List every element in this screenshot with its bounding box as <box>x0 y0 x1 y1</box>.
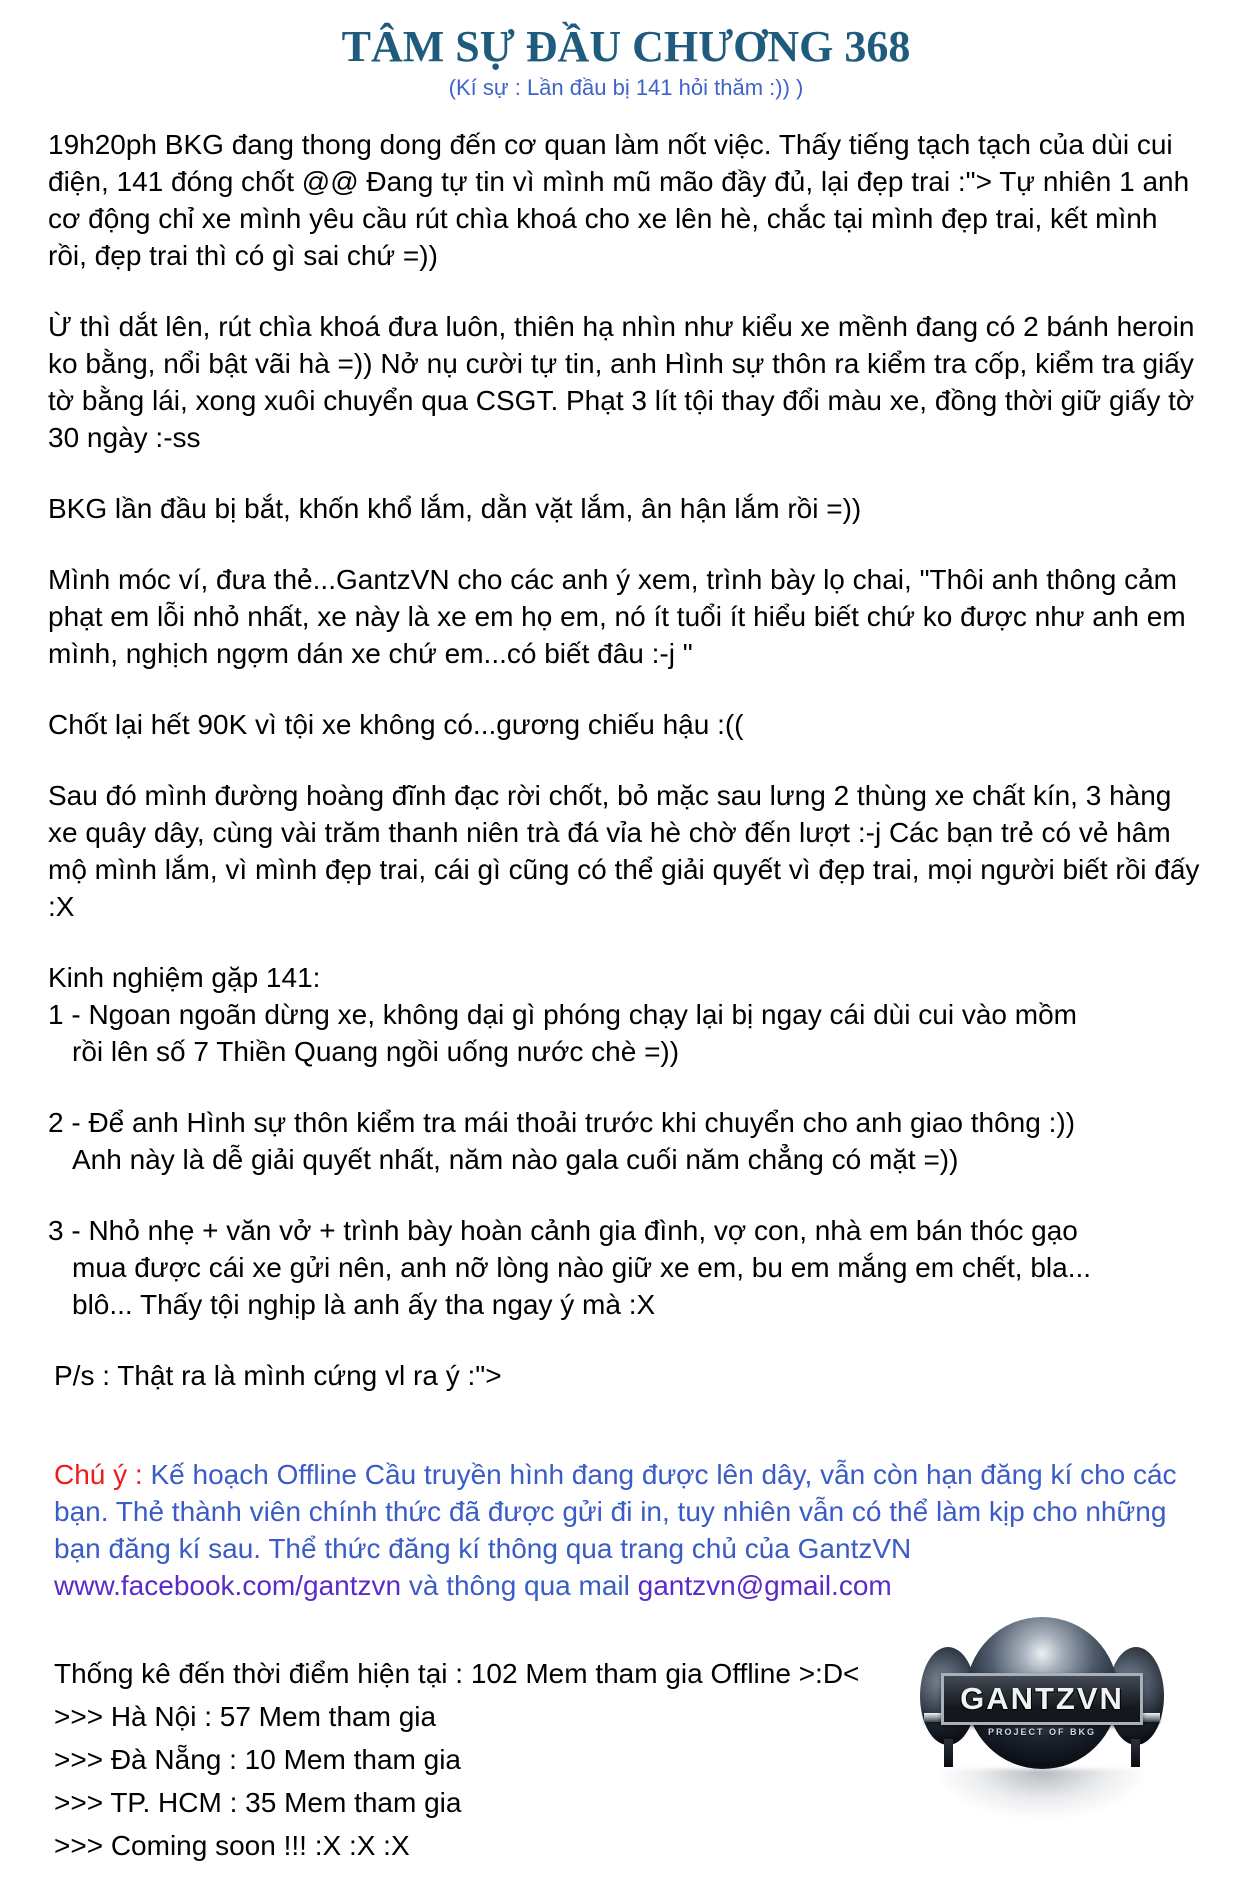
tip-3-line-1: 3 - Nhỏ nhẹ + văn vở + trình bày hoàn cảnh gia đình, vợ con, nhà em bán thóc gạo <box>48 1215 1078 1246</box>
tip-2-line-1: 2 - Để anh Hình sự thôn kiểm tra mái thoải trước khi chuyển cho anh giao thông :)) <box>48 1107 1076 1138</box>
stats-line-danang: >>> Đà Nẵng : 10 Mem tham gia <box>54 1744 461 1775</box>
tip-1-line-2: rồi lên số 7 Thiền Quang ngồi uống nước chè =)) <box>72 1036 680 1067</box>
logo-left-leg-icon <box>944 1739 953 1767</box>
logo-nameplate <box>941 1673 1143 1725</box>
page-title: TÂM SỰ ĐẦU CHƯƠNG 368 <box>341 22 911 71</box>
notice-text: Kế hoạch Offline Cầu truyền hình đang được lên dây, vẫn còn hạn đăng kí cho các bạn. Thẻ thành viên chính thức đã được gửi đi in, tuy nhiên vẫn có thể làm kịp cho những bạn đăng kí sau. Thể thức đăng kí thông qua trang chủ của GantzVN <box>54 1459 1177 1564</box>
story-paragraph-5: Chốt lại hết 90K vì tội xe không có...gương chiếu hậu :(( <box>48 709 744 740</box>
notice-paragraph <box>48 1456 1204 1604</box>
tips-block-2 <box>48 1104 1204 1178</box>
logo-caption-text: PROJECT OF BKG <box>987 1727 1096 1737</box>
story-paragraph-6: Sau đó mình đường hoàng đĩnh đạc rời chốt, bỏ mặc sau lưng 2 thùng xe chất kín, 3 hàng xe quây dây, cùng vài trăm thanh niên trà đá vỉa hè chờ đến lượt :-j Các bạn trẻ có vẻ hâm mộ mình lắm, vì mình đẹp trai, cái gì cũng có thể giải quyết vì đẹp trai, mọi người biết rồi đấy :X <box>48 780 1200 922</box>
tip-3-line-3: blô... Thấy tội nghịp là anh ấy tha ngay ý mà :X <box>72 1289 656 1320</box>
logo-right-leg-icon <box>1131 1739 1140 1767</box>
story-paragraph-2: Ừ thì dắt lên, rút chìa khoá đưa luôn, thiên hạ nhìn như kiểu xe mềnh đang có 2 bánh heroin ko bằng, nổi bật vãi hà =)) Nở nụ cười tự tin, anh Hình sự thôn ra kiểm tra cốp, kiểm tra giấy tờ bằng lái, xong xuôi chuyển qua CSGT. Phạt 3 lít tội thay đổi màu xe, đồng thời giữ giấy tờ 30 ngày :-ss <box>48 311 1195 453</box>
notice-label: Chú ý : <box>54 1459 151 1490</box>
stats-summary: Thống kê đến thời điểm hiện tại : 102 Mem tham gia Offline >:D< <box>54 1658 860 1689</box>
gantzvn-logo <box>920 1617 1164 1817</box>
email-link[interactable]: gantzvn@gmail.com <box>637 1570 892 1601</box>
tip-2-line-2: Anh này là dễ giải quyết nhất, năm nào gala cuối năm chẳng có mặt =)) <box>72 1144 959 1175</box>
facebook-link[interactable]: www.facebook.com/gantzvn <box>54 1570 402 1601</box>
tip-3-line-2: mua được cái xe gửi nên, anh nỡ lòng nào giữ xe em, bu em mắng em chết, bla... <box>72 1252 1092 1283</box>
tips-block-3 <box>48 1212 1204 1323</box>
notice-text-between: và thông qua mail <box>401 1570 638 1601</box>
stats-line-hcm: >>> TP. HCM : 35 Mem tham gia <box>54 1787 462 1818</box>
logo-name-text: GANTZVN <box>960 1681 1124 1716</box>
tip-1-line-1: 1 - Ngoan ngoãn dừng xe, không dại gì phóng chạy lại bị ngay cái dùi cui vào mồm <box>48 999 1077 1030</box>
story-paragraph-1: 19h20ph BKG đang thong dong đến cơ quan làm nốt việc. Thấy tiếng tạch tạch của dùi cui điện, 141 đóng chốt @@ Đang tự tin vì mình mũ mão đầy đủ, lại đẹp trai :"> Tự nhiên 1 anh cơ động chỉ xe mình yêu cầu rút chìa khoá cho xe lên hè, chắc tại mình đẹp trai, kết mình rồi, đẹp trai thì có gì sai chứ =)) <box>48 129 1190 271</box>
stats-line-hanoi: >>> Hà Nội : 57 Mem tham gia <box>54 1701 437 1732</box>
story-paragraph-4: Mình móc ví, đưa thẻ...GantzVN cho các anh ý xem, trình bày lọ chai, "Thôi anh thông cảm phạt em lỗi nhỏ nhất, xe này là xe em họ em, nó ít tuổi ít hiểu biết chứ ko được như anh em mình, nghịch ngợm dán xe chứ em...có biết đâu :-j " <box>48 564 1186 669</box>
logo-reflection <box>940 1769 1145 1817</box>
postscript: P/s : Thật ra là mình cứng vl ra ý :"> <box>54 1360 502 1391</box>
tips-heading: Kinh nghiệm gặp 141: <box>48 962 321 993</box>
page-subtitle: (Kí sự : Lần đầu bị 141 hỏi thăm :)) ) <box>448 75 804 100</box>
tips-block-1 <box>48 959 1204 1070</box>
story-paragraph-3: BKG lần đầu bị bắt, khốn khổ lắm, dằn vặt lắm, ân hận lắm rồi =)) <box>48 493 862 524</box>
stats-line-coming-soon: >>> Coming soon !!! :X :X :X <box>54 1830 410 1861</box>
